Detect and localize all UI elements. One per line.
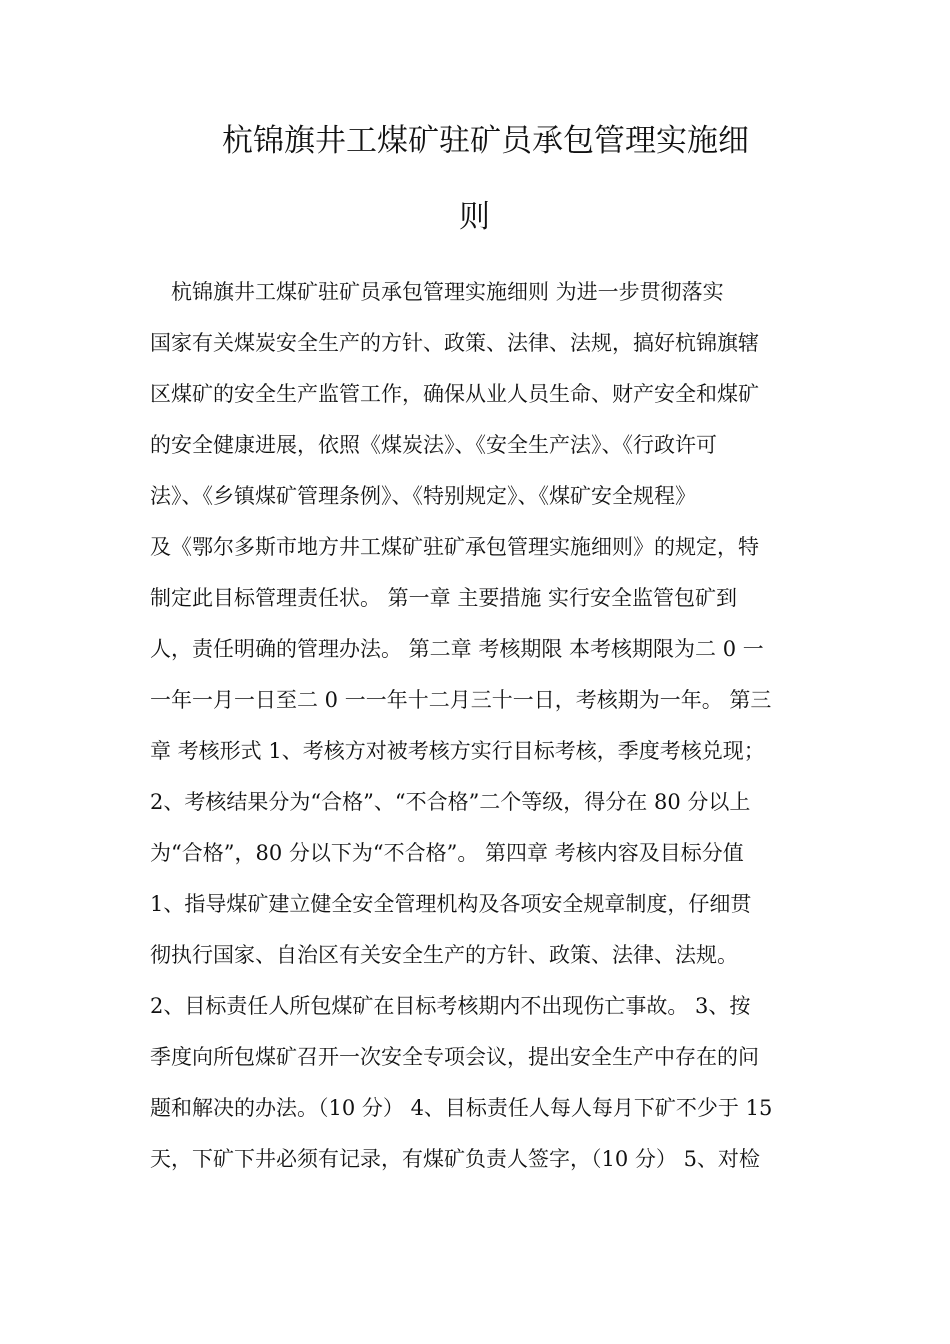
body-line: 区煤矿的安全生产监管工作，确保从业人员生命、财产安全和煤矿 <box>150 382 759 406</box>
body-line: 季度向所包煤矿召开一次安全专项会议，提出安全生产中存在的问 <box>150 1045 759 1069</box>
body-line: 制定此目标管理责任状。 第一章 主要措施 实行安全监管包矿到 <box>150 586 738 610</box>
body-line: 及《鄂尔多斯市地方井工煤矿驻矿承包管理实施细则》的规定，特 <box>150 535 759 559</box>
body-line: 为“合格”，80 分以下为“不合格”。 第四章 考核内容及目标分值 <box>150 841 744 865</box>
body-line: 2、目标责任人所包煤矿在目标考核期内不出现伤亡事故。 3、按 <box>150 994 751 1018</box>
body-line: 1、指导煤矿建立健全安全管理机构及各项安全规章制度，仔细贯 <box>150 892 752 916</box>
body-line: 天，下矿下井必须有记录，有煤矿负责人签字，（10 分） 5、对检 <box>150 1147 760 1171</box>
body-line: 杭锦旗井工煤矿驻矿员承包管理实施细则 为进一步贯彻落实 <box>150 280 724 304</box>
body-line: 一年一月一日至二 0 一一年十二月三十一日，考核期为一年。 第三 <box>150 688 772 712</box>
body-line: 彻执行国家、自治区有关安全生产的方针、政策、法律、法规。 <box>150 943 738 967</box>
document-title-line-2: 则 <box>459 199 490 235</box>
document-title-line-1: 杭锦旗井工煤矿驻矿员承包管理实施细 <box>222 123 749 159</box>
body-line: 题和解决的办法。（10 分） 4、目标责任人每人每月下矿不少于 15 <box>150 1096 773 1120</box>
body-line: 国家有关煤炭安全生产的方针、政策、法律、法规，搞好杭锦旗辖 <box>150 331 759 355</box>
body-line: 法》、《乡镇煤矿管理条例》、《特别规定》、《煤矿安全规程》 <box>150 484 696 508</box>
body-line: 的安全健康进展，依照《煤炭法》、《安全生产法》、《行政许可 <box>150 433 717 457</box>
body-line: 2、考核结果分为“合格”、“不合格”二个等级，得分在 80 分以上 <box>150 790 751 814</box>
body-line: 章 考核形式 1、考核方对被考核方实行目标考核，季度考核兑现； <box>150 739 765 763</box>
body-line: 人，责任明确的管理办法。 第二章 考核期限 本考核期限为二 0 一 <box>150 637 764 661</box>
